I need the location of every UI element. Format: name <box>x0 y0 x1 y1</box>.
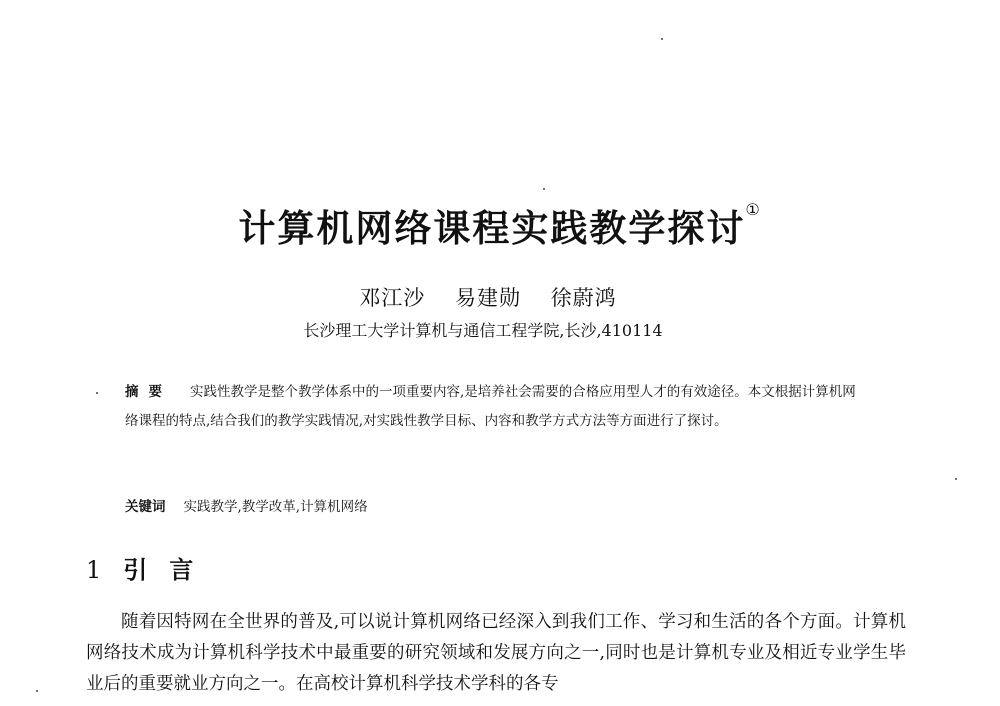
abstract-label: 摘要 <box>125 384 172 400</box>
keywords <box>125 495 865 515</box>
paper-title <box>0 198 1000 252</box>
affiliation: 长沙理工大学计算机与通信工程学院,长沙,410114 <box>303 321 663 340</box>
abstract-text: 实践性教学是整个教学体系中的一项重要内容,是培养社会需要的合格应用型人才的有效途径。本文根据计算机网络课程的特点,结合我们的教学实践情况,对实践性教学目标、内容和教学方式方法等方面进行了探讨。 <box>125 384 856 429</box>
section-title: 引言 <box>123 556 216 584</box>
author-list <box>0 282 976 312</box>
abstract <box>125 378 865 436</box>
title-text: 计算机网络课程实践教学探讨 <box>238 207 746 250</box>
footnote-marker: ① <box>745 200 762 219</box>
body-paragraph: 随着因特网在全世界的普及,可以说计算机网络已经深入到我们工作、学习和生活的各个方面。计算机网络技术成为计算机科学技术中最重要的研究领域和发展方向之一,同时也是计算机专业及相近专业学生毕业后的重要就业方向之一。在高校计算机科学技术学科的各专 <box>86 612 906 694</box>
keywords-text: 实践教学,教学改革,计算机网络 <box>183 499 368 515</box>
scan-speck <box>36 690 38 692</box>
author-name: 邓江沙 <box>359 286 426 310</box>
section-number: 1 <box>86 556 102 584</box>
scan-speck <box>661 38 663 40</box>
scan-speck <box>955 478 957 480</box>
scan-speck <box>543 188 545 190</box>
body-text <box>86 607 906 700</box>
scan-speck <box>96 392 98 394</box>
author-name: 易建勋 <box>455 286 521 310</box>
section-heading <box>86 550 215 585</box>
author-name: 徐蔚鸿 <box>550 286 617 310</box>
keywords-label: 关键词 <box>125 499 166 515</box>
